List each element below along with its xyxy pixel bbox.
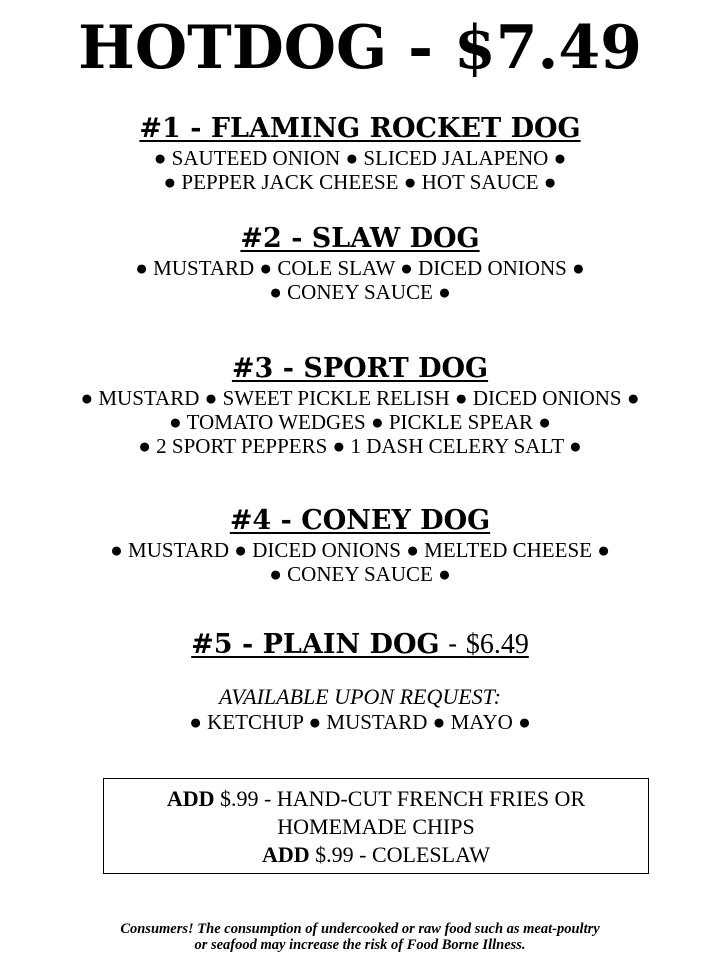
ingredient-line: ● MUSTARD ● SWEET PICKLE RELISH ● DICED ONIONS ●: [80, 386, 640, 410]
disclaimer-line: or seafood may increase the risk of Food Borne Illness.: [194, 937, 526, 953]
ingredient-line: ● CONEY SAUCE ●: [269, 280, 451, 304]
ingredient-line: ● SAUTEED ONION ● SLICED JALAPENO ●: [153, 146, 567, 170]
ingredient-line: ● MUSTARD ● COLE SLAW ● DICED ONIONS ●: [135, 256, 585, 280]
price-separator: -: [439, 629, 466, 660]
condiment-line: ● KETCHUP ● MUSTARD ● MAYO ●: [189, 710, 531, 734]
disclaimer-line: Consumers! The consumption of undercooked or raw food such as meat-poultry: [120, 921, 600, 937]
menu-item-slaw-dog: [0, 222, 720, 304]
menu-item-flaming-rocket-dog: [0, 112, 720, 194]
add-label: ADD: [166, 786, 215, 811]
ingredient-line: ● 2 SPORT PEPPERS ● 1 DASH CELERY SALT ●: [138, 434, 582, 458]
plain-dog-name: #5 - PLAIN DOG: [191, 629, 440, 660]
page-title: HOTDOG - $7.49: [78, 13, 642, 83]
ingredient-line: ● TOMATO WEDGES ● PICKLE SPEAR ●: [169, 410, 551, 434]
addon-coleslaw-line: [104, 841, 648, 869]
addons-box: [103, 778, 649, 874]
addon-chips-line: HOMEMADE CHIPS: [277, 814, 475, 839]
plain-dog-price: $6.49: [465, 629, 529, 660]
menu-item-sport-dog: [0, 352, 720, 458]
addon-text: $.99 - HAND-CUT FRENCH FRIES OR: [214, 786, 586, 811]
food-safety-disclaimer: [0, 921, 720, 953]
menu-item-title: #4 - CONEY DOG: [229, 505, 491, 536]
ingredient-line: ● CONEY SAUCE ●: [269, 562, 451, 586]
add-label: ADD: [261, 842, 310, 867]
menu-item-plain-dog: [0, 628, 720, 662]
menu-item-coney-dog: [0, 504, 720, 586]
menu-item-title: [0, 628, 720, 662]
request-heading: AVAILABLE UPON REQUEST:: [218, 684, 502, 709]
condiments-section: [0, 684, 720, 734]
menu-item-title: #1 - FLAMING ROCKET DOG: [139, 113, 581, 144]
menu-item-title: #2 - SLAW DOG: [240, 223, 480, 254]
ingredient-line: ● PEPPER JACK CHEESE ● HOT SAUCE ●: [163, 170, 557, 194]
addon-fries-line: [104, 785, 648, 813]
addon-text: $.99 - COLESLAW: [309, 842, 490, 867]
menu-item-title: #3 - SPORT DOG: [231, 353, 489, 384]
ingredient-line: ● MUSTARD ● DICED ONIONS ● MELTED CHEESE ●: [110, 538, 610, 562]
